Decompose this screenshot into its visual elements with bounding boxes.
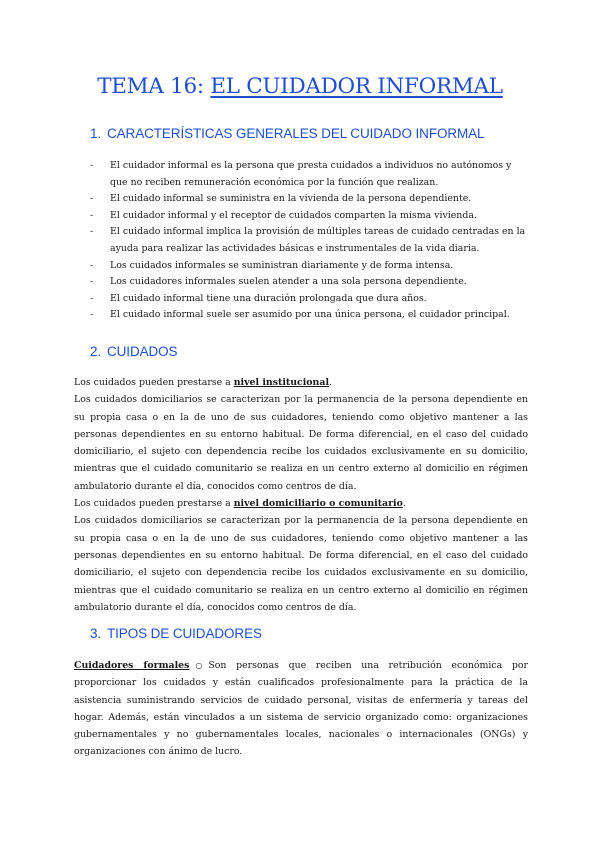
page-title xyxy=(0,74,600,99)
list-item: - El cuidado informal se suministra en la vivienda de la persona dependiente. xyxy=(90,191,530,208)
list-item: - El cuidado informal implica la provisión de múltiples tareas de cuidado centradas en la ayuda para realizar las actividades básicas e instrumentales de la vida diaria. xyxy=(90,226,526,254)
section-3-number: 3. xyxy=(90,626,102,641)
bullet-dash: - xyxy=(90,259,94,271)
section-2-intro-2: Los cuidados pueden prestarse a nivel domiciliario o comunitario. xyxy=(74,498,406,510)
list-item: - Los cuidadores informales suelen atender a una sola persona dependiente. xyxy=(90,274,530,291)
section-1-list xyxy=(90,158,530,324)
circle-bullet-icon: ○ xyxy=(195,661,203,670)
bullet-dash: - xyxy=(90,193,94,205)
list-item: - El cuidado informal suele ser asumido por una única persona, el cuidador principal. xyxy=(90,307,530,324)
title-prefix: TEMA 16: xyxy=(97,74,211,99)
section-1-heading xyxy=(90,126,484,141)
section-2-heading xyxy=(90,344,177,359)
section-1-number: 1. xyxy=(90,126,102,141)
section-2-title: CUIDADOS xyxy=(107,344,178,359)
title-main: EL CUIDADOR INFORMAL xyxy=(210,74,503,99)
bullet-dash: - xyxy=(90,160,94,171)
term-cuidadores-formales: Cuidadores formales xyxy=(74,660,190,671)
emphasis-nivel-institucional: nivel institucional xyxy=(233,377,330,388)
bullet-dash: - xyxy=(90,276,94,288)
bullet-dash: - xyxy=(90,209,94,221)
emphasis-nivel-domiciliario: nivel domiciliario o comunitario xyxy=(233,498,403,510)
bullet-dash: - xyxy=(90,226,94,238)
list-item: - El cuidador informal y el receptor de cuidados comparten la misma vivienda. xyxy=(90,208,530,225)
section-3-heading xyxy=(90,626,262,641)
bullet-dash: - xyxy=(90,292,94,304)
section-2-paragraph-1: Los cuidados domiciliarios se caracterizan por la permanencia de la persona dependiente en su propia casa o en la de uno de sus cuidadores, teniendo como objetivo mantener a las personas dependientes en su entorno habitual. De forma diferencial, en el caso del cuidado domiciliario, el sujeto con dependencia recibe los cuidados exclusivamente en su domicilio, mientras que el cuidado comunitario se realiza en un centro externo al domicilio en régimen ambulatorio durante el día, conocidos como centros de día. xyxy=(74,394,528,492)
section-3-title: TIPOS DE CUIDADORES xyxy=(107,626,262,641)
section-3-body xyxy=(74,657,528,761)
list-item: - El cuidador informal es la persona que presta cuidados a individuos no autónomos y que no reciben remuneración económica por la función que realizan. xyxy=(90,160,512,188)
section-2-body xyxy=(74,374,528,616)
section-1-title: CARACTERÍSTICAS GENERALES DEL CUIDADO INFORMAL xyxy=(107,126,485,141)
list-item: - El cuidado informal tiene una duración prolongada que dura años. xyxy=(90,291,530,308)
section-2-paragraph-2: Los cuidados domiciliarios se caracterizan por la permanencia de la persona dependiente en su propia casa o en la de uno de sus cuidadores, teniendo como objetivo mantener a las personas dependientes en su entorno habitual. De forma diferencial, en el caso del cuidado domiciliario, el sujeto con dependencia recibe los cuidados exclusivamente en su domicilio, mientras que el cuidado comunitario se realiza en un centro externo al domicilio en régimen ambulatorio durante el día, conocidos como centros de día. xyxy=(74,515,528,613)
section-2-intro-1: Los cuidados pueden prestarse a nivel institucional. xyxy=(74,377,332,388)
section-2-number: 2. xyxy=(90,344,102,359)
list-item: - Los cuidados informales se suministran diariamente y de forma intensa. xyxy=(90,258,530,275)
bullet-dash: - xyxy=(90,309,94,321)
section-3-paragraph: Cuidadores formales ○ Son personas que reciben una retribución económica por proporcionar los cuidados y están cualificados profesionalmente para la práctica de la asistencia suministrando servicios de cuidado personal, visitas de enfermería y tareas del hogar. Además, están vinculados a un sistema de servicio organizado como: organizaciones gubernamentales y no gubernamentales locales, nacionales o internacionales (ONGs) y organizaciones con ánimo de lucro. xyxy=(74,657,528,761)
